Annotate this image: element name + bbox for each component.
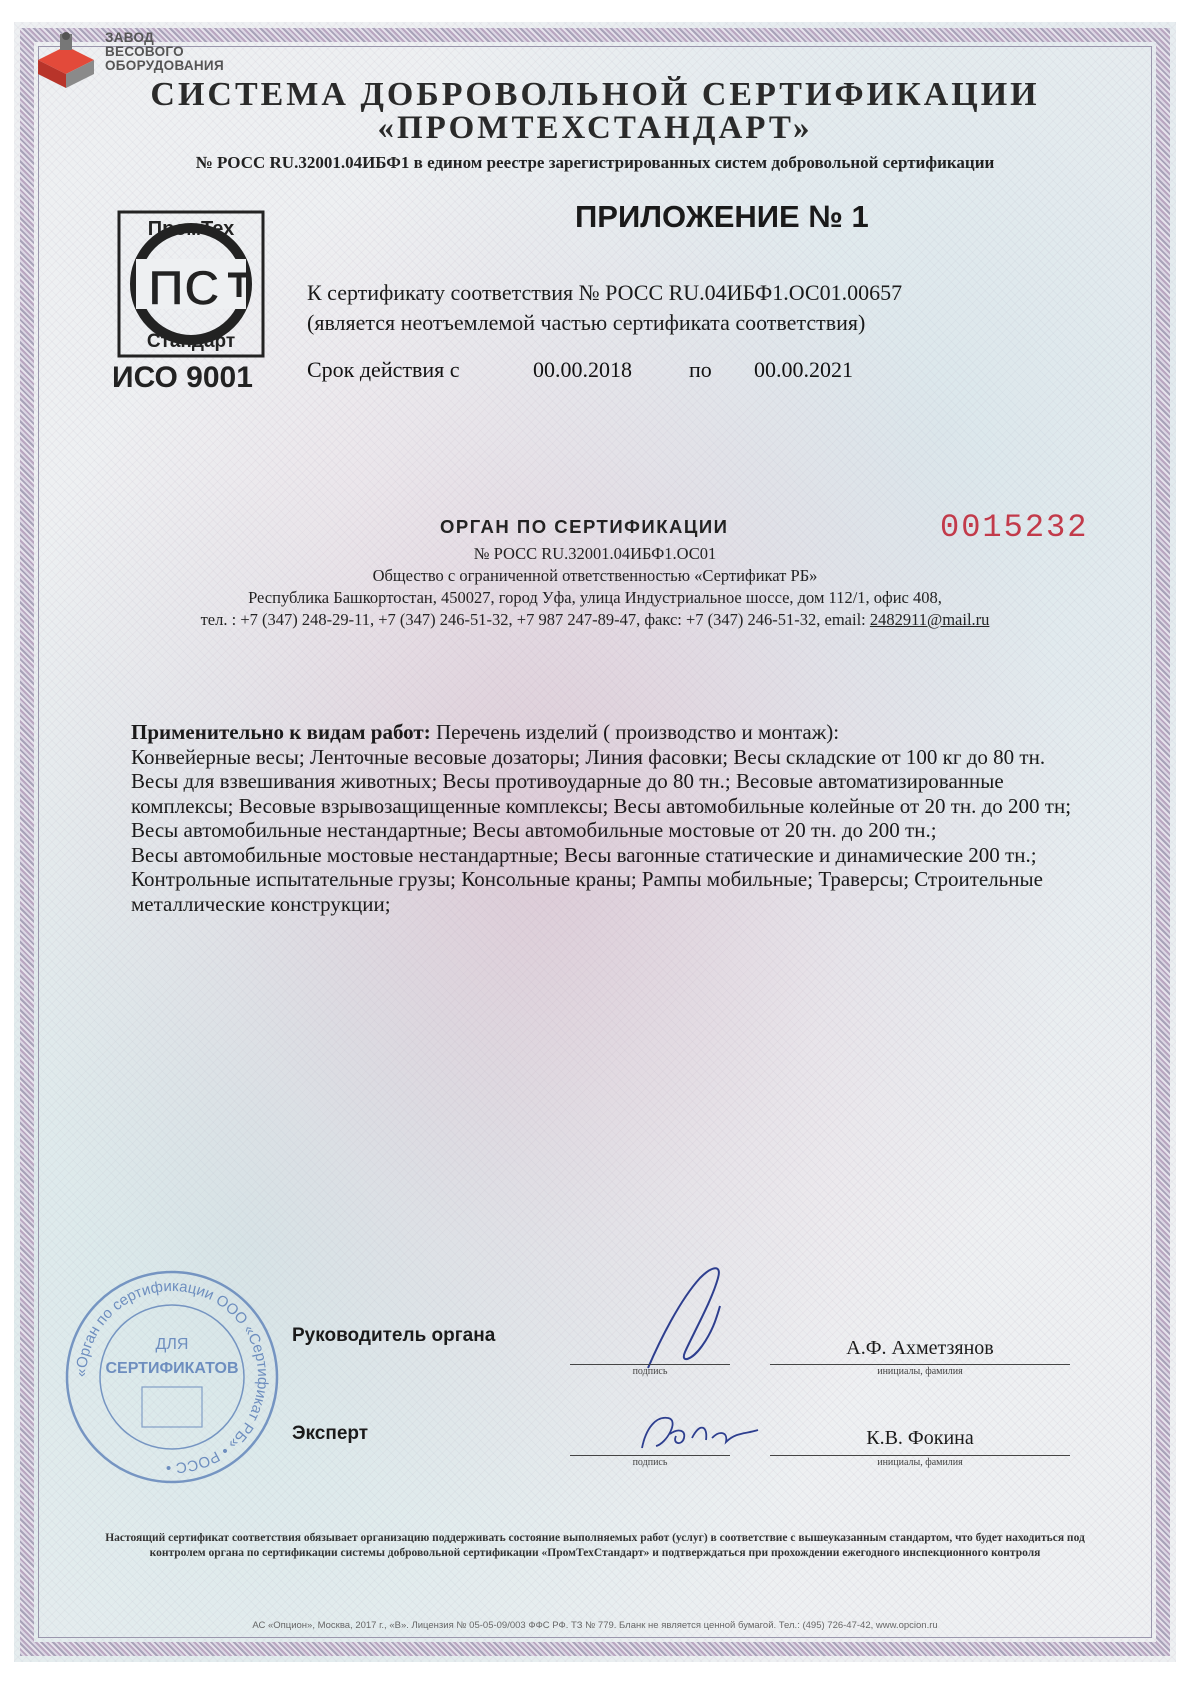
expert-role-label: Эксперт (292, 1423, 369, 1444)
expert-name-line (770, 1455, 1070, 1456)
validity-date-to: 00.00.2021 (754, 357, 853, 382)
body-company-name: Общество с ограниченной ответственностью «Сертификат РБ» (372, 566, 818, 585)
body-reg-number: № РОСС RU.32001.04ИБФ1.ОС01 (473, 544, 717, 563)
certification-stamp (62, 1267, 282, 1487)
head-name-line (770, 1364, 1070, 1365)
scope-line-1: Конвейерные весы; Ленточные весовые дозаторы; Линия фасовки; Весы складские от 100 кг до 80 тн. (131, 744, 1046, 769)
body-address: Республика Башкортостан, 450027, город Уфа, улица Индустриальное шоссе, дом 112/1, офис 408, (248, 588, 942, 607)
system-title: СИСТЕМА ДОБРОВОЛЬНОЙ СЕРТИФИКАЦИИ (150, 76, 1040, 113)
body-email-link[interactable]: 2482911@mail.ru (869, 610, 990, 629)
expert-signature-caption: подпись (632, 1457, 668, 1468)
validity-to-label: по (689, 357, 712, 382)
stamp-center-top: ДЛЯ (155, 1336, 189, 1353)
body-contacts: тел. : +7 (347) 248-29-11, +7 (347) 246-51-32, +7 987 247-89-47, факс: +7 (347) 246-51-32, email: (200, 610, 866, 629)
system-subtitle: «ПРОМТЕХСТАНДАРТ» (377, 110, 813, 146)
scope-line-3: Весы автомобильные мостовые нестандартные; Весы вагонные статические и динамические 200 тн.; Контрольные испытательные грузы; Консольные краны; Рампы мобильные; Траверсы; Строительные металлические конструкции; (131, 842, 1043, 916)
printer-line: АС «Опцион», Москва, 2017 г., «В». Лицензия № 05-05-09/003 ФФС РФ. ТЗ № 779. Бланк не является ценной бумагой. Тел.: (495) 726-47-42, www.opcion.ru (252, 1620, 938, 1631)
scope-of-work (131, 720, 1091, 916)
head-signature-caption: подпись (632, 1366, 668, 1377)
validity-date-from: 00.00.2018 (533, 357, 632, 382)
stamp-ring-text: «Орган по сертификации ООО «Сертификат РБ» • РОСС • (72, 1277, 272, 1477)
emblem-bottom-text: Стандарт (146, 331, 236, 352)
scope-label: Применительно к видам работ: (131, 720, 431, 744)
head-name: А.Ф. Ахметзянов (846, 1337, 994, 1359)
emblem-letters: ПС (147, 260, 221, 316)
expert-name-caption: инициалы, фамилия (877, 1457, 963, 1468)
certification-body-title: ОРГАН ПО СЕРТИФИКАЦИИ (440, 516, 729, 537)
iso-label: ИСО 9001 (112, 361, 253, 394)
head-signature (640, 1260, 760, 1375)
serial-number: 0015232 (940, 509, 1089, 546)
company-logo-text: ЗАВОД ВЕСОВОГО ОБОРУДОВАНИЯ (105, 30, 224, 73)
emblem-top-text: ПромТех (147, 218, 235, 240)
head-role-label: Руководитель органа (292, 1325, 496, 1346)
appendix-title: ПРИЛОЖЕНИЕ № 1 (575, 199, 869, 234)
stamp-center-main: СЕРТИФИКАТОВ (105, 1360, 239, 1377)
body-contacts-line (0, 609, 1190, 631)
footer-notice: Настоящий сертификат соответствия обязывает организацию поддерживать состояние выполняемых работ (услуг) в соответствие с вышеуказанным стандартом, что будет находиться под контролем органа по сертификации системы добровольной сертификации «ПромТехСтандарт» и подтверждаться при прохождении ежегодного инспекционного контроля (105, 1532, 1085, 1559)
registry-line: № РОСС RU.32001.04ИБФ1 в едином реестре зарегистрированных систем добровольной сертификации (195, 153, 995, 172)
certificate-part-note: (является неотъемлемой частью сертификата соответствия) (307, 310, 866, 335)
expert-name: К.В. Фокина (866, 1427, 974, 1449)
validity-label: Срок действия с (307, 357, 460, 382)
scope-line-2: Весы для взвешивания животных; Весы противоударные до 80 тн.; Весовые автоматизированные комплексы; Весовые взрывозащищенные комплексы; Весы автомобильные колейные от 20 тн. до 200 тн; Весы автомобильные нестандартные; Весы автомобильные мостовые от 20 тн. до 200 тн.; (131, 769, 1072, 842)
expert-signature (636, 1408, 766, 1458)
scope-intro: Перечень изделий ( производство и монтаж): (430, 720, 840, 744)
certificate-reference: К сертификату соответствия № РОСС RU.04ИБФ1.ОС01.00657 (307, 280, 903, 305)
certification-body-details (0, 543, 1190, 631)
promtekh-standart-emblem-icon (116, 209, 266, 359)
expert-signature-line (570, 1455, 730, 1456)
head-name-caption: инициалы, фамилия (877, 1366, 963, 1377)
head-signature-line (570, 1364, 730, 1365)
